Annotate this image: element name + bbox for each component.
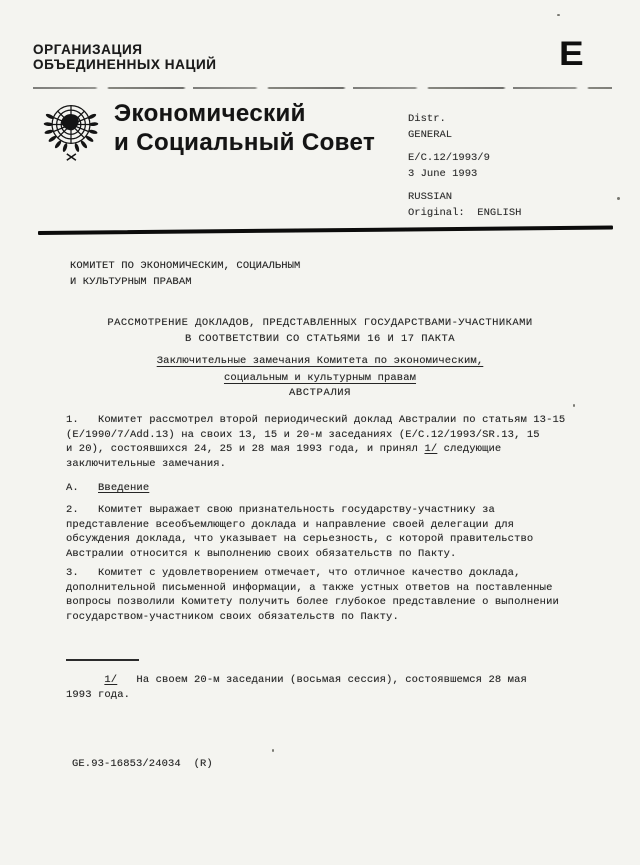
document-date: 3 June 1993 bbox=[408, 167, 478, 180]
document-reference: GE.93-16853/24034 (R) bbox=[72, 758, 213, 770]
committee-name-line1: КОМИТЕТ ПО ЭКОНОМИЧЕСКИМ, СОЦИАЛЬНЫМ bbox=[70, 260, 301, 272]
country-heading: АВСТРАЛИЯ bbox=[288, 387, 352, 399]
council-title-line1: Экономический bbox=[114, 100, 306, 127]
document-series-letter: E bbox=[559, 34, 584, 73]
scan-speck bbox=[557, 14, 560, 16]
concluding-observations-subtitle bbox=[40, 353, 600, 386]
paragraph-3: 3. Комитет с удовлетворением отмечает, что отличное качество доклада, дополнительной письменной информации, а также устных ответов на поставленные вопросы позволили Комитету получить более глубокое представление о выполнении государством-участником своих обязательств по Пакту. bbox=[66, 567, 559, 623]
committee-name bbox=[70, 258, 300, 290]
report-consideration-title bbox=[40, 315, 600, 347]
distr-label: Distr. bbox=[408, 113, 446, 125]
organization-name-line1: ОРГАНИЗАЦИЯ bbox=[33, 42, 143, 57]
report-consideration-title-line2: В СООТВЕТСТВИИ СО СТАТЬЯМИ 16 И 17 ПАКТА bbox=[184, 333, 456, 345]
report-consideration-title-line1: РАССМОТРЕНИЕ ДОКЛАДОВ, ПРЕДСТАВЛЕННЫХ ГОСУДАРСТВАМИ-УЧАСТНИКАМИ bbox=[107, 317, 533, 329]
paragraph-1: 1. Комитет рассмотрел второй периодический доклад Австралии по статьям 13-15 (E/1990/7/Add.13) на своих 13, 15 и 20-м заседаниях (E/C.12/1993/SR.13, 15 и 20), состоявшихся 24, 25 и 28 мая 1993 года, и принял 1/ следующие заключительные замечания. bbox=[66, 414, 566, 470]
scan-speck bbox=[573, 404, 575, 407]
document-language: RUSSIAN bbox=[408, 191, 453, 203]
footnote-rule bbox=[66, 659, 139, 661]
footnote-1: 1/ На своем 20-м заседании (восьмая сессия), состоявшемся 28 мая 1993 года. bbox=[66, 674, 527, 701]
committee-name-line2: И КУЛЬТУРНЫМ ПРАВАМ bbox=[70, 276, 192, 288]
distr-value: GENERAL bbox=[408, 128, 453, 141]
header-rule bbox=[33, 87, 612, 89]
masthead-rule bbox=[38, 225, 613, 234]
concluding-observations-subtitle-line1: Заключительные замечания Комитета по экономическим, bbox=[156, 355, 484, 367]
scan-speck bbox=[617, 197, 620, 200]
document-symbol: E/C.12/1993/9 bbox=[408, 152, 490, 164]
paragraph-2: 2. Комитет выражает свою признательность государству-участнику за представление всеобъемлющего доклада и направление своей делегации для обсуждения доклада, что указывает на серьезность, с которой правительство Австралии относится к выполнению своих обязательств по Пакту. bbox=[66, 504, 534, 560]
scan-speck bbox=[272, 749, 274, 752]
spacer bbox=[408, 143, 521, 151]
un-emblem-icon bbox=[36, 95, 106, 168]
council-title bbox=[114, 99, 375, 157]
document-original-language: Original: ENGLISH bbox=[408, 206, 522, 219]
distribution-block bbox=[408, 112, 521, 221]
section-a-heading: А. Введение bbox=[66, 482, 150, 494]
spacer bbox=[408, 182, 521, 190]
council-title-line2: и Социальный Совет bbox=[114, 129, 376, 156]
organization-name-line2: ОБЪЕДИНЕННЫХ НАЦИЙ bbox=[33, 57, 217, 72]
concluding-observations-subtitle-line2: социальным и культурным правам bbox=[223, 371, 417, 384]
organization-name bbox=[33, 42, 217, 72]
